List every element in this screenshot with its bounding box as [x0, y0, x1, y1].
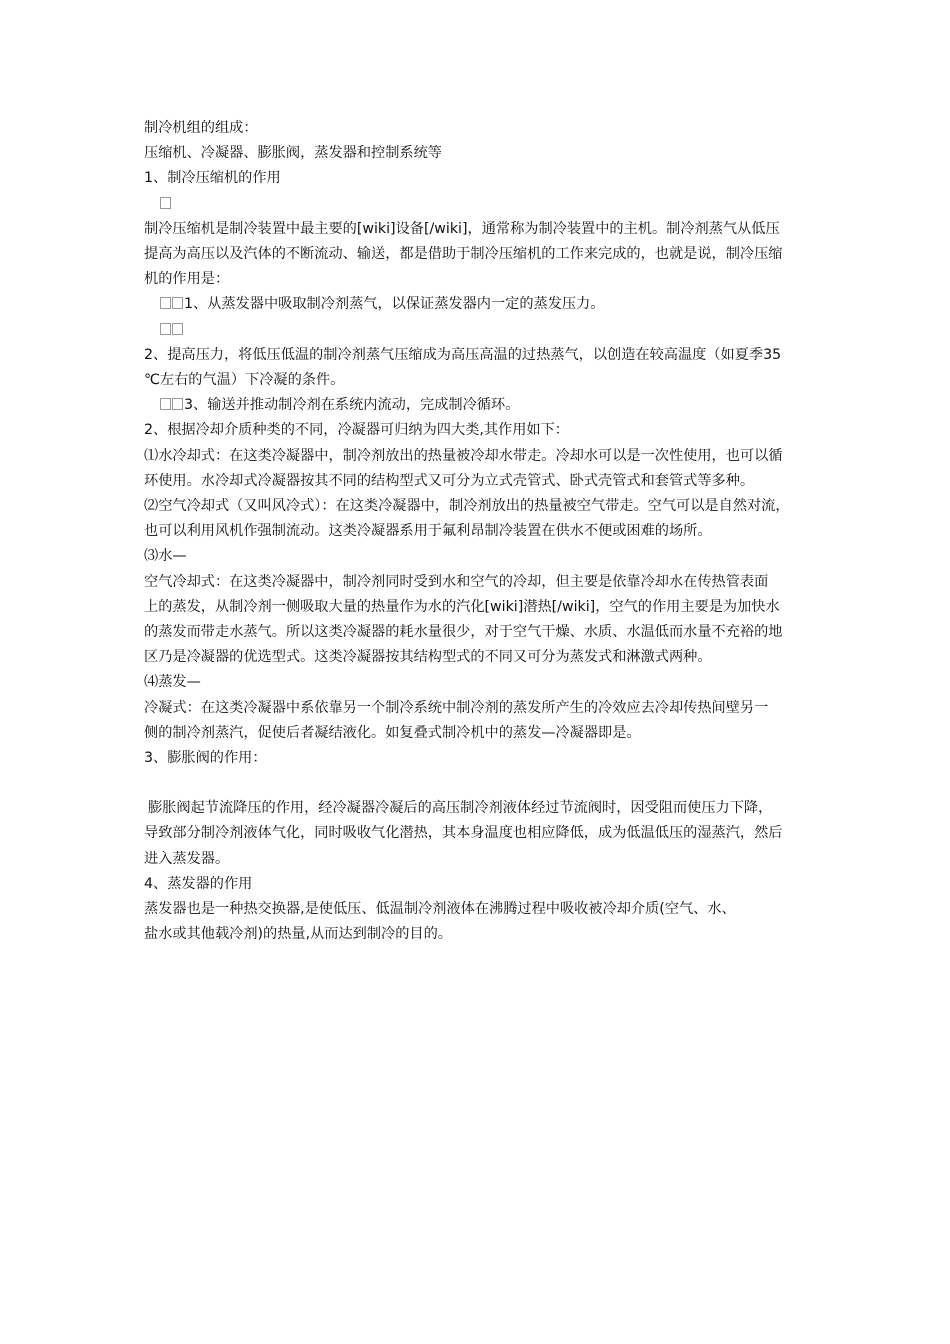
paragraph-line: 冷凝式：在这类冷凝器中系依靠另一个制冷系统中制冷剂的蒸发所产生的冷效应去冷却传热间壁另一 [144, 699, 769, 716]
paragraph-line: 机的作用是： [144, 271, 230, 288]
section-heading: 3、膨胀阀的作用： [144, 750, 267, 767]
paragraph-line: 也可以利用风机作强制流动。这类冷凝器系用于氟利昂制冷装置在供水不便或困难的场所。 [144, 523, 712, 540]
list-item [144, 393, 810, 418]
paragraph-line: 提高为高压以及汽体的不断流动、输送，都是借助于制冷压缩机的工作来完成的，也就是说，制冷压缩 [144, 246, 783, 263]
paragraph-line: 盐水或其他载冷剂)的热量,从而达到制冷的目的。 [144, 926, 452, 943]
document-body [144, 116, 810, 948]
paragraph-line: 侧的制冷剂蒸汽，促使后者凝结液化。如复叠式制冷机中的蒸发—冷凝器即是。 [144, 724, 641, 741]
section-heading: 1、制冷压缩机的作用 [144, 170, 281, 187]
section-heading: 4、蒸发器的作用 [144, 875, 253, 892]
missing-glyph-box [160, 323, 171, 335]
missing-glyph-box [172, 398, 183, 410]
paragraph-line: 环使用。水冷却式冷凝器按其不同的结构型式又可分为立式壳管式、卧式壳管式和套管式等多种。 [144, 472, 755, 489]
paragraph-line: ⑵空气冷却式（又叫风冷式）：在这类冷凝器中，制冷剂放出的热量被空气带走。空气可以是自然对流， [144, 498, 790, 515]
paragraph-line: 压缩机、冷凝器、膨胀阀，蒸发器和控制系统等 [144, 145, 442, 162]
section-heading: 制冷机组的组成： [144, 120, 258, 136]
section-heading: 2、根据冷却介质种类的不同，冷凝器可归纳为四大类,其作用如下： [144, 422, 569, 439]
paragraph-line: 区乃是冷凝器的优选型式。这类冷凝器按其结构型式的不同又可分为蒸发式和淋激式两种。 [144, 649, 712, 666]
paragraph-line: 蒸发器也是一种热交换器,是使低压、低温制冷剂液体在沸腾过程中吸收被冷却介质(空气、水、 [144, 901, 736, 918]
paragraph-line: ⑷蒸发— [144, 674, 201, 691]
paragraph-line: 制冷压缩机是制冷装置中最主要的[wiki]设备[/wiki]，通常称为制冷装置中的主机。制冷剂蒸气从低压 [144, 220, 780, 237]
placeholder-box-line [144, 192, 810, 217]
list-item [144, 292, 810, 317]
paragraph-line: ⑶水— [144, 548, 187, 565]
missing-glyph-box [172, 297, 183, 309]
list-item: 2、提高压力，将低压低温的制冷剂蒸气压缩成为高压高温的过热蒸气，以创造在较高温度（如夏季35 [144, 346, 782, 363]
paragraph-line: 上的蒸发，从制冷剂一侧吸取大量的热量作为水的汽化[wiki]潜热[/wiki]，空气的作用主要是为加快水 [144, 598, 780, 615]
paragraph-line: 的蒸发而带走水蒸气。所以这类冷凝器的耗水量很少，对于空气干燥、水质、水温低而水量不充裕的地 [144, 624, 783, 641]
paragraph-line: 膨胀阀起节流降压的作用，经冷凝器冷凝后的高压制冷剂液体经过节流阀时，因受阻而使压力下降， [148, 800, 773, 817]
missing-glyph-box [160, 297, 171, 309]
paragraph-line: 导致部分制冷剂液体气化，同时吸收气化潜热，其本身温度也相应降低，成为低温低压的湿蒸汽，然后 [144, 825, 783, 842]
paragraph-line: 空气冷却式：在这类冷凝器中，制冷剂同时受到水和空气的冷却，但主要是依靠冷却水在传热管表面 [144, 573, 769, 590]
paragraph-line: 进入蒸发器。 [144, 850, 230, 867]
blank-line [144, 771, 810, 796]
list-item-text: 3、输送并推动制冷剂在系统内流动，完成制冷循环。 [184, 397, 520, 414]
placeholder-box-line [144, 318, 810, 343]
paragraph-line: ⑴水冷却式：在这类冷凝器中，制冷剂放出的热量被冷却水带走。冷却水可以是一次性使用，也可以循 [144, 447, 783, 464]
list-item-text: 1、从蒸发器中吸取制冷剂蒸气，以保证蒸发器内一定的蒸发压力。 [184, 296, 605, 313]
missing-glyph-box [160, 398, 171, 410]
missing-glyph-box [160, 197, 171, 209]
missing-glyph-box [172, 323, 183, 335]
paragraph-line: ℃左右的气温）下冷凝的条件。 [144, 372, 345, 389]
